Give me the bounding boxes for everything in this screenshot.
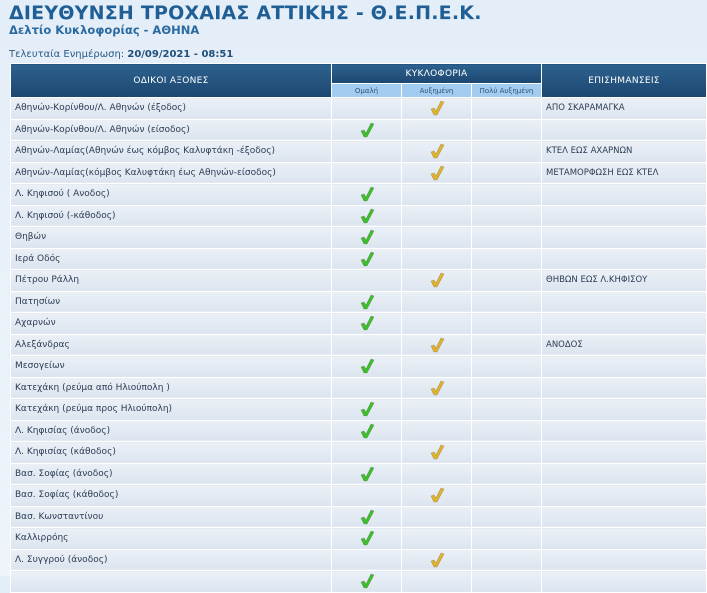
table-row	[11, 184, 707, 206]
page-subtitle: Δελτίο Κυκλοφορίας - ΑΘΗΝΑ	[9, 23, 200, 37]
status-heavy	[472, 377, 542, 399]
check-icon	[359, 122, 375, 138]
status-increased	[402, 463, 472, 485]
road-name: Αθηνών-Κορίνθου/Λ. Αθηνών (είσοδος)	[11, 119, 332, 141]
status-heavy	[472, 98, 542, 120]
status-increased	[402, 162, 472, 184]
status-heavy	[472, 549, 542, 571]
remark: ΜΕΤΑΜΟΡΦΩΣΗ ΕΩΣ ΚΤΕΛ	[542, 162, 707, 184]
status-heavy	[472, 313, 542, 335]
remark	[542, 442, 707, 464]
road-name: Βασ. Σοφίας (άνοδος)	[11, 463, 332, 485]
subheader-heavy: Πολύ Αυξημένη	[472, 84, 542, 98]
check-icon	[359, 530, 375, 546]
status-heavy	[472, 291, 542, 313]
table-row	[11, 399, 707, 421]
status-normal	[332, 248, 402, 270]
status-increased	[402, 442, 472, 464]
remark: ΑΝΟΔΟΣ	[542, 334, 707, 356]
remark	[542, 549, 707, 571]
table-row	[11, 313, 707, 335]
table-row	[11, 356, 707, 378]
status-normal	[332, 528, 402, 550]
status-heavy	[472, 442, 542, 464]
remark	[542, 377, 707, 399]
check-icon	[359, 208, 375, 224]
remark: ΘΗΒΩΝ ΕΩΣ Λ.ΚΗΦΙΣΟΥ	[542, 270, 707, 292]
status-increased	[402, 141, 472, 163]
remark	[542, 399, 707, 421]
check-icon	[429, 143, 445, 159]
check-icon	[429, 444, 445, 460]
table-row	[11, 248, 707, 270]
check-icon	[359, 186, 375, 202]
status-increased	[402, 356, 472, 378]
status-heavy	[472, 141, 542, 163]
table-row	[11, 528, 707, 550]
status-normal	[332, 141, 402, 163]
table-row	[11, 141, 707, 163]
check-icon	[359, 229, 375, 245]
status-normal	[332, 98, 402, 120]
table-row	[11, 571, 707, 593]
road-name: Καλλιρρόης	[11, 528, 332, 550]
status-normal	[332, 420, 402, 442]
status-heavy	[472, 227, 542, 249]
road-name: Λ. Κηφισού ( Ανοδος)	[11, 184, 332, 206]
remark	[542, 227, 707, 249]
road-name: Αχαρνών	[11, 313, 332, 335]
status-heavy	[472, 485, 542, 507]
remark	[542, 205, 707, 227]
table-row	[11, 377, 707, 399]
last-update	[9, 49, 233, 60]
status-normal	[332, 549, 402, 571]
remark	[542, 463, 707, 485]
status-heavy	[472, 119, 542, 141]
road-name: Λ. Κηφισού (-κάθοδος)	[11, 205, 332, 227]
status-increased	[402, 184, 472, 206]
table-row	[11, 549, 707, 571]
status-normal	[332, 227, 402, 249]
check-icon	[359, 509, 375, 525]
status-increased	[402, 205, 472, 227]
check-icon	[359, 401, 375, 417]
remark: ΑΠΟ ΣΚΑΡΑΜΑΓΚΑ	[542, 98, 707, 120]
status-increased	[402, 485, 472, 507]
status-normal	[332, 506, 402, 528]
road-name: Κατεχάκη (ρεύμα από Ηλιούπολη )	[11, 377, 332, 399]
road-name: Πέτρου Ράλλη	[11, 270, 332, 292]
check-icon	[429, 487, 445, 503]
status-increased	[402, 248, 472, 270]
status-increased	[402, 270, 472, 292]
status-normal	[332, 291, 402, 313]
table-row	[11, 420, 707, 442]
status-normal	[332, 442, 402, 464]
last-update-label: Τελευταία Ενημέρωση:	[9, 49, 125, 60]
status-normal	[332, 399, 402, 421]
table-row	[11, 485, 707, 507]
status-normal	[332, 119, 402, 141]
status-increased	[402, 291, 472, 313]
road-name: Βασ. Σοφίας (κάθοδος)	[11, 485, 332, 507]
status-increased	[402, 313, 472, 335]
road-name: Αθηνών-Κορίνθου/Λ. Αθηνών (έξοδος)	[11, 98, 332, 120]
status-normal	[332, 356, 402, 378]
status-heavy	[472, 184, 542, 206]
status-increased	[402, 571, 472, 593]
road-name	[11, 571, 332, 593]
status-heavy	[472, 162, 542, 184]
table-row	[11, 463, 707, 485]
road-name: Αθηνών-Λαμίας(κόμβος Καλυφτάκη έως Αθηνών-είσοδος)	[11, 162, 332, 184]
status-increased	[402, 399, 472, 421]
table-row	[11, 162, 707, 184]
remark	[542, 248, 707, 270]
check-icon	[429, 337, 445, 353]
check-icon	[359, 423, 375, 439]
status-heavy	[472, 356, 542, 378]
status-heavy	[472, 528, 542, 550]
road-name: Αθηνών-Λαμίας(Αθηνών έως κόμβος Καλυφτάκη -έξοδος)	[11, 141, 332, 163]
road-name: Αλεξάνδρας	[11, 334, 332, 356]
check-icon	[359, 315, 375, 331]
header-traffic: ΚΥΚΛΟΦΟΡΙΑ	[332, 64, 542, 84]
status-heavy	[472, 399, 542, 421]
remark	[542, 119, 707, 141]
status-increased	[402, 528, 472, 550]
check-icon	[359, 294, 375, 310]
status-heavy	[472, 506, 542, 528]
table-row	[11, 506, 707, 528]
table-row	[11, 98, 707, 120]
status-normal	[332, 313, 402, 335]
status-increased	[402, 98, 472, 120]
subheader-normal: Ομαλή	[332, 84, 402, 98]
status-increased	[402, 420, 472, 442]
status-normal	[332, 184, 402, 206]
check-icon	[359, 466, 375, 482]
table-row	[11, 119, 707, 141]
status-normal	[332, 334, 402, 356]
status-normal	[332, 377, 402, 399]
subheader-increased: Αυξημένη	[402, 84, 472, 98]
remark	[542, 356, 707, 378]
remark	[542, 571, 707, 593]
status-normal	[332, 485, 402, 507]
status-increased	[402, 506, 472, 528]
check-icon	[429, 380, 445, 396]
status-heavy	[472, 270, 542, 292]
remark	[542, 291, 707, 313]
table-row	[11, 334, 707, 356]
status-heavy	[472, 420, 542, 442]
road-name: Λ. Κηφισίας (κάθοδος)	[11, 442, 332, 464]
status-normal	[332, 463, 402, 485]
remark	[542, 506, 707, 528]
status-heavy	[472, 334, 542, 356]
check-icon	[359, 251, 375, 267]
header-remarks: ΕΠΙΣΗΜΑΝΣΕΙΣ	[542, 64, 707, 98]
status-heavy	[472, 248, 542, 270]
status-increased	[402, 119, 472, 141]
remark	[542, 420, 707, 442]
road-name: Κατεχάκη (ρεύμα προς Ηλιούπολη)	[11, 399, 332, 421]
check-icon	[359, 358, 375, 374]
status-increased	[402, 334, 472, 356]
table-row	[11, 270, 707, 292]
check-icon	[429, 165, 445, 181]
status-normal	[332, 270, 402, 292]
status-heavy	[472, 205, 542, 227]
status-normal	[332, 571, 402, 593]
road-name: Μεσογείων	[11, 356, 332, 378]
road-name: Ιερά Οδός	[11, 248, 332, 270]
table-row	[11, 227, 707, 249]
traffic-table	[10, 63, 707, 593]
status-normal	[332, 162, 402, 184]
table-row	[11, 205, 707, 227]
page-title: ΔΙΕΥΘΥΝΣΗ ΤΡΟΧΑΙΑΣ ΑΤΤΙΚΗΣ - Θ.Ε.Π.Ε.Κ.	[9, 2, 482, 24]
road-name: Βασ. Κωνσταντίνου	[11, 506, 332, 528]
status-heavy	[472, 571, 542, 593]
check-icon	[429, 552, 445, 568]
status-increased	[402, 549, 472, 571]
remark	[542, 485, 707, 507]
remark: ΚΤΕΛ ΕΩΣ ΑΧΑΡΝΩΝ	[542, 141, 707, 163]
header-roads: ΟΔΙΚΟΙ ΑΞΟΝΕΣ	[11, 64, 332, 98]
status-normal	[332, 205, 402, 227]
road-name: Πατησίων	[11, 291, 332, 313]
status-increased	[402, 227, 472, 249]
remark	[542, 528, 707, 550]
remark	[542, 313, 707, 335]
status-heavy	[472, 463, 542, 485]
table-row	[11, 442, 707, 464]
status-increased	[402, 377, 472, 399]
check-icon	[429, 272, 445, 288]
check-icon	[429, 100, 445, 116]
table-row	[11, 291, 707, 313]
remark	[542, 184, 707, 206]
road-name: Λ. Κηφισίας (άνοδος)	[11, 420, 332, 442]
table-body	[11, 98, 707, 593]
road-name: Λ. Συγγρού (άνοδος)	[11, 549, 332, 571]
road-name: Θηβών	[11, 227, 332, 249]
last-update-value: 20/09/2021 - 08:51	[127, 49, 234, 60]
